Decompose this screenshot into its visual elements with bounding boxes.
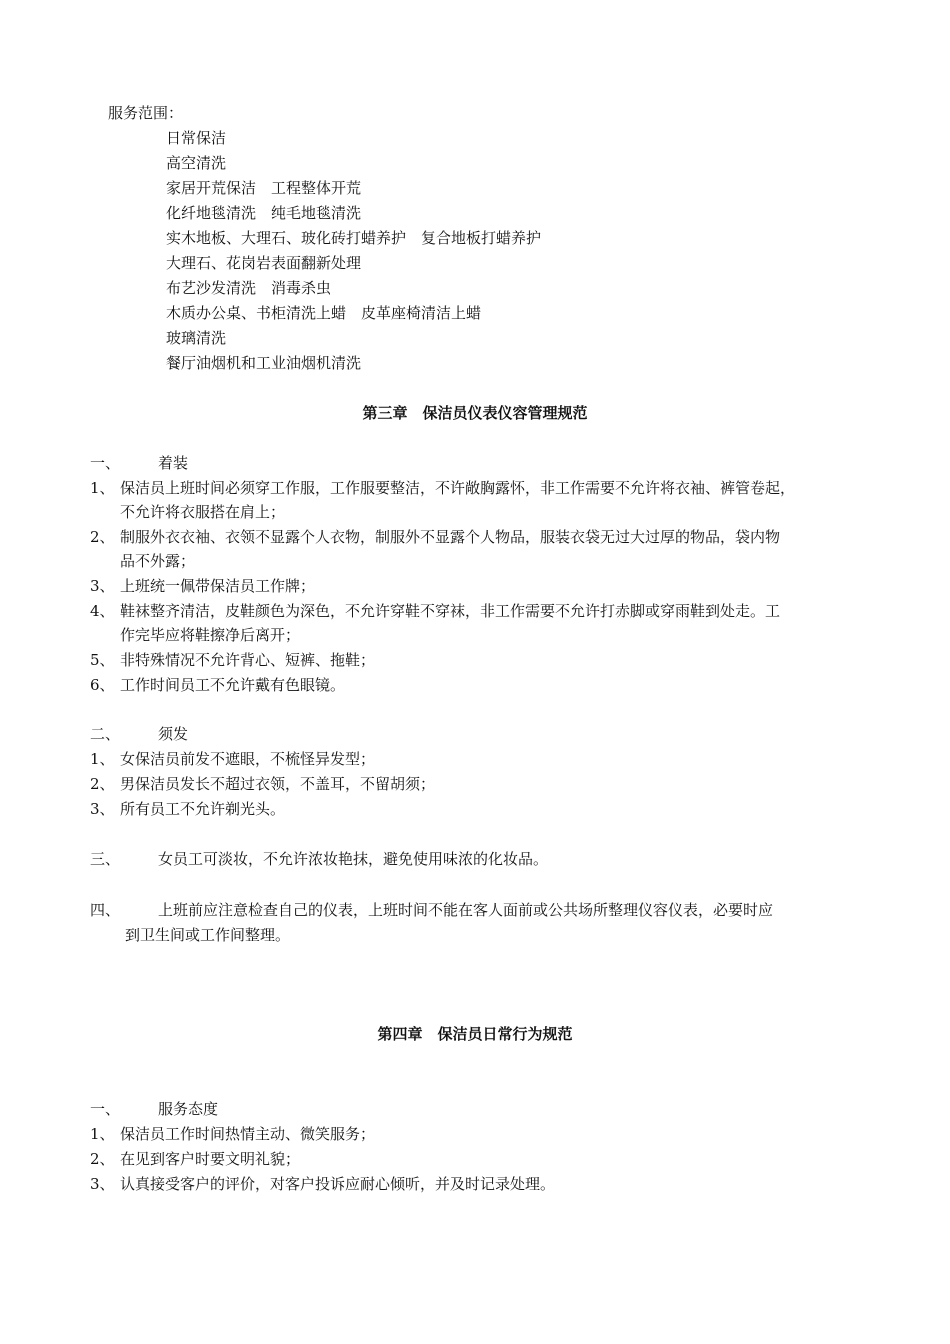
item-text-cont: 品不外露； — [120, 552, 196, 570]
item-text-cont: 作完毕应将鞋擦净后离开； — [120, 626, 301, 644]
item-number: 2、 — [90, 775, 115, 793]
item-text: 制服外衣衣袖、衣领不显露个人衣物，制服外不显露个人物品，服装衣袋无过大过厚的物品，袋内物 — [120, 528, 781, 546]
service-item: 高空清洗 — [166, 154, 227, 172]
item-number: 1、 — [90, 750, 115, 768]
section-number: 一、 — [90, 1100, 121, 1118]
service-item: 玻璃清洗 — [166, 329, 227, 347]
item-number: 2、 — [90, 1150, 115, 1168]
item-text-cont: 不允许将衣服搭在肩上； — [120, 503, 286, 521]
item-text: 认真接受客户的评价，对客户投诉应耐心倾听，并及时记录处理。 — [120, 1175, 556, 1193]
item-number: 4、 — [90, 602, 115, 620]
service-item: 实木地板、大理石、玻化砖打蜡养护 复合地板打蜡养护 — [166, 229, 542, 247]
item-text: 工作时间员工不允许戴有色眼镜。 — [120, 676, 346, 694]
item-number: 6、 — [90, 676, 115, 694]
item-text: 女保洁员前发不遮眼，不梳怪异发型； — [120, 750, 376, 768]
item-number: 3、 — [90, 1175, 115, 1193]
section-number: 一、 — [90, 454, 121, 472]
service-item: 大理石、花岗岩表面翻新处理 — [166, 254, 362, 272]
section-title-hair: 须发 — [158, 725, 189, 743]
section-title-attitude: 服务态度 — [158, 1100, 219, 1118]
service-scope-label: 服务范围： — [108, 104, 184, 122]
item-text: 所有员工不允许剃光头。 — [120, 800, 286, 818]
section-number: 四、 — [90, 901, 121, 919]
item-number: 5、 — [90, 651, 115, 669]
item-number: 3、 — [90, 577, 115, 595]
item-number: 3、 — [90, 800, 115, 818]
item-text: 上班统一佩带保洁员工作牌； — [120, 577, 316, 595]
section-text-makeup: 女员工可淡妆，不允许浓妆艳抹，避免使用味浓的化妆品。 — [158, 850, 549, 868]
service-item: 布艺沙发清洗 消毒杀虫 — [166, 279, 332, 297]
item-text: 在见到客户时要文明礼貌； — [120, 1150, 301, 1168]
section-text-cont: 到卫生间或工作间整理。 — [125, 926, 291, 944]
item-number: 1、 — [90, 479, 115, 497]
service-item: 日常保洁 — [166, 129, 227, 147]
chapter-4-title: 第四章 保洁员日常行为规范 — [377, 1025, 573, 1043]
chapter-3-title: 第三章 保洁员仪表仪容管理规范 — [362, 404, 588, 422]
item-text: 男保洁员发长不超过衣领，不盖耳，不留胡须； — [120, 775, 436, 793]
service-item: 木质办公桌、书柜清洗上蜡 皮革座椅清洁上蜡 — [166, 304, 482, 322]
section-number: 二、 — [90, 725, 121, 743]
item-text: 保洁员上班时间必须穿工作服，工作服要整洁，不许敞胸露怀，非工作需要不允许将衣袖、裤管卷起， — [120, 479, 796, 497]
item-text: 保洁员工作时间热情主动、微笑服务； — [120, 1125, 376, 1143]
section-text-grooming: 上班前应注意检查自己的仪表，上班时间不能在客人面前或公共场所整理仪容仪表，必要时应 — [158, 901, 774, 919]
section-number: 三、 — [90, 850, 121, 868]
service-item: 家居开荒保洁 工程整体开荒 — [166, 179, 362, 197]
service-item: 化纤地毯清洗 纯毛地毯清洗 — [166, 204, 362, 222]
item-text: 鞋袜整齐清洁，皮鞋颜色为深色，不允许穿鞋不穿袜，非工作需要不允许打赤脚或穿雨鞋到处走。工 — [120, 602, 781, 620]
service-item: 餐厅油烟机和工业油烟机清洗 — [166, 354, 362, 372]
item-number: 2、 — [90, 528, 115, 546]
section-title-attire: 着装 — [158, 454, 189, 472]
item-text: 非特殊情况不允许背心、短裤、拖鞋； — [120, 651, 376, 669]
item-number: 1、 — [90, 1125, 115, 1143]
